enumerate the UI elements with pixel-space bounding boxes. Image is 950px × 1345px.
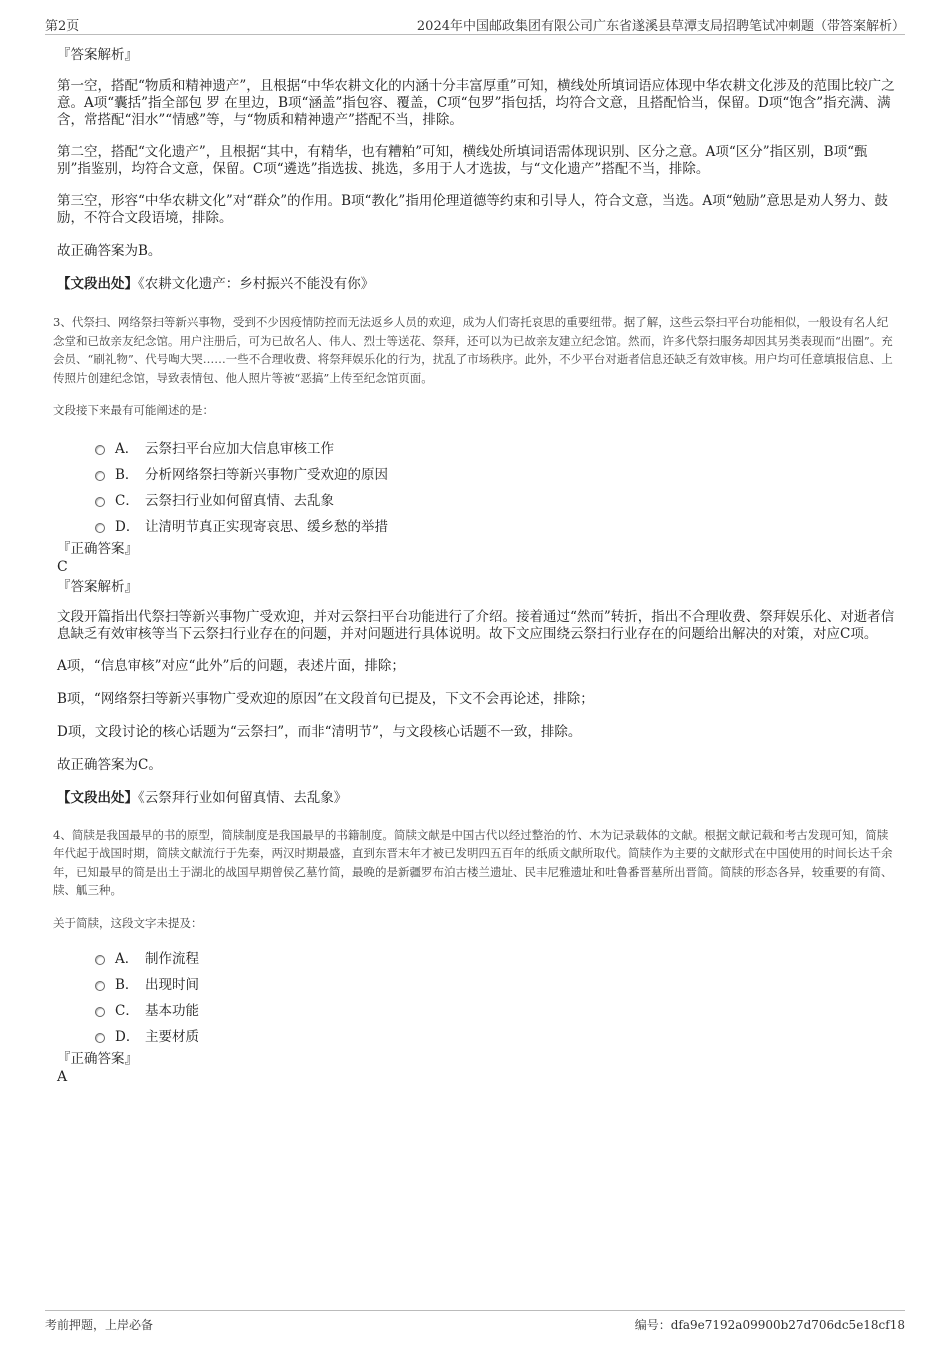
source-title: 《云祭拜行业如何留真情、去乱象》: [138, 789, 348, 806]
option-a[interactable]: A． 制作流程: [95, 946, 895, 972]
option-b[interactable]: B． 分析网络祭扫等新兴事物广受欢迎的原因: [95, 462, 895, 488]
page-number: 第2页: [45, 19, 80, 34]
correct-answer: C: [57, 558, 68, 575]
document-body: [53, 44, 895, 1086]
question-stem: 3、代祭扫、网络祭扫等新兴事物，受到不少因疫情防控而无法返乡人员的欢迎，成为人们寄托哀思的重要纽带。据了解，这些云祭扫平台功能相似，一般设有名人纪念堂和已故亲友纪念馆。用户注册后，可为已故名人、伟人、烈士等送花、祭拜，还可以为已故亲友建立纪念馆。然而，许多代祭扫服务却因其另类表现而“出圈”。充会员、“刷礼物”、代号啕大哭……一些不合理收费、将祭拜娱乐化的行为，扰乱了市场秩序。此外，不少平台对逝者信息还缺乏有效审核。用户均可任意填报信息、上传照片创建纪念馆，导致表情包、他人照片等被“恶搞”上传至纪念馆页面。: [53, 315, 893, 385]
analysis-paragraph: D项，文段讨论的核心话题为“云祭扫”，而非“清明节”，与文段核心话题不一致，排除。: [57, 723, 582, 740]
page-header: [45, 12, 905, 35]
source-title: 《农耕文化遗产：乡村振兴不能没有你》: [138, 276, 375, 292]
analysis-paragraph: 第二空，搭配“文化遗产”，且根据“其中，有精华，也有糟粕”可知，横线处所填词语需体现识别、区分之意。A项“区分”指区别，B项“甄别”指鉴别，均符合文意，保留。C项“遴选”指选拔、挑选，多用于人才选拔，与“文化遗产”搭配不当，排除。: [57, 144, 868, 177]
question-stem: 4、简牍是我国最早的书的原型，简牍制度是我国最早的书籍制度。简牍文献是中国古代以经过整治的竹、木为记录载体的文献。根据文献记载和考古发现可知，简牍年代起于战国时期，简牍文献流行于先秦，两汉时期最盛，直到东晋末年才被已发明四五百年的纸质文献所取代。简牍作为主要的文献形式在中国使用的时间长达千余年，已知最早的简是出土于湖北的战国早期曾侯乙墓竹简，最晚的是新疆罗布泊古楼兰遗址、民丰尼雅遗址和吐鲁番晋墓所出晋简。简牍的形态各异，较重要的有简、牍、觚三种。: [53, 827, 893, 897]
radio-icon[interactable]: [95, 523, 105, 533]
correct-answer: A: [57, 1069, 68, 1085]
option-b[interactable]: B． 出现时间: [95, 972, 895, 998]
option-list: [57, 946, 895, 1050]
radio-icon[interactable]: [95, 955, 105, 965]
radio-icon[interactable]: [95, 471, 105, 481]
answer-label: 『正确答案』: [57, 1051, 138, 1067]
radio-icon[interactable]: [95, 1007, 105, 1017]
footer-slogan: 考前押题，上岸必备: [45, 1318, 154, 1332]
document-title: 2024年中国邮政集团有限公司广东省遂溪县草潭支局招聘笔试冲刺题（带答案解析）: [416, 19, 905, 34]
option-a[interactable]: A． 云祭扫平台应加大信息审核工作: [95, 436, 895, 462]
option-d[interactable]: D． 主要材质: [95, 1024, 895, 1050]
answer-label: 『正确答案』: [57, 540, 138, 557]
conclusion: 故正确答案为B。: [57, 243, 162, 259]
option-c[interactable]: C． 云祭扫行业如何留真情、去乱象: [95, 488, 895, 514]
source-line: [57, 790, 895, 807]
question-prompt: 文段接下来最有可能阐述的是：: [53, 403, 214, 417]
analysis-paragraph: A项，“信息审核”对应“此外”后的问题，表述片面，排除；: [57, 657, 405, 674]
document-id: 编号：dfa9e7192a09900b27d706dc5e18cf18: [634, 1318, 905, 1332]
option-d[interactable]: D． 让清明节真正实现寄哀思、缓乡愁的举措: [95, 514, 895, 540]
radio-icon[interactable]: [95, 445, 105, 455]
question-prompt: 关于简牍，这段文字未提及：: [53, 915, 203, 930]
source-label: 【文段出处】: [57, 789, 138, 806]
source-line: [57, 276, 895, 293]
analysis-paragraph: 文段开篇指出代祭扫等新兴事物广受欢迎，并对云祭扫平台功能进行了介绍。接着通过“然而”转折，指出不合理收费、祭拜娱乐化、对逝者信息缺乏有效审核等当下云祭扫行业存在的问题，并对问题进行具体说明。故下文应围绕云祭扫行业存在的问题给出解决的对策，对应C项。: [57, 608, 895, 642]
conclusion: 故正确答案为C。: [57, 756, 162, 773]
source-label: 【文段出处】: [57, 276, 138, 292]
option-list: [57, 436, 895, 540]
radio-icon[interactable]: [95, 981, 105, 991]
radio-icon[interactable]: [95, 1033, 105, 1043]
analysis-paragraph: 第三空，形容“中华农耕文化”对“群众”的作用。B项“教化”指用伦理道德等约束和引导人，符合文意，当选。A项“勉励”意思是劝人努力、鼓励，不符合文段语境，排除。: [57, 193, 888, 226]
analysis-paragraph: 第一空，搭配“物质和精神遗产”，且根据“中华农耕文化的内涵十分丰富厚重”可知，横线处所填词语应体现中华农耕文化涉及的范围比较广之意。A项“囊括”指全部包 罗 在里边，B项“涵盖”指包容、覆盖，C项“包罗”指包括，均符合文意，且搭配恰当，保留。D项“饱含”指充满、满含，常搭配“泪水”“情感”等，与“物质和精神遗产”搭配不当，排除。: [57, 78, 895, 128]
analysis-label: 『答案解析』: [57, 47, 138, 63]
analysis-paragraph: B项，“网络祭扫等新兴事物广受欢迎的原因”在文段首句已提及，下文不会再论述，排除；: [57, 690, 594, 707]
radio-icon[interactable]: [95, 497, 105, 507]
analysis-label: 『答案解析』: [57, 578, 138, 595]
page-footer: [45, 1310, 905, 1335]
option-c[interactable]: C． 基本功能: [95, 998, 895, 1024]
